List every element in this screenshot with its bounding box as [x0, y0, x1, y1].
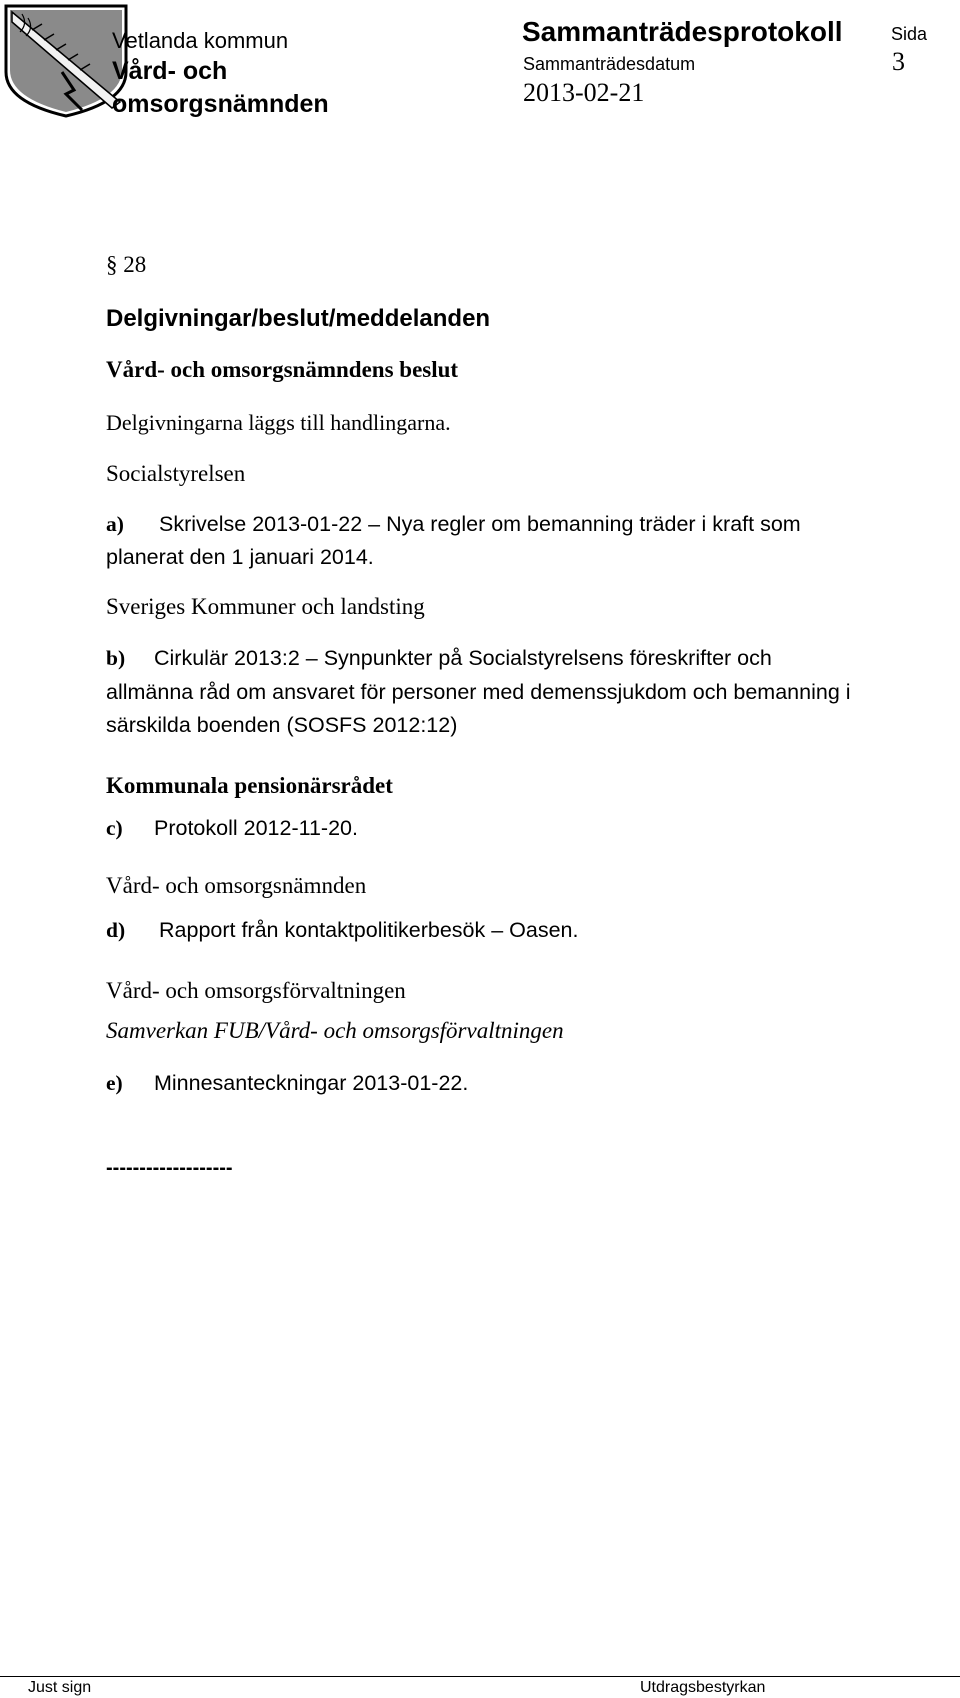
- coat-of-arms-logo: [2, 2, 130, 119]
- item-c-label: c): [106, 816, 123, 840]
- item-d-label: d): [106, 918, 126, 942]
- item-b-label: b): [106, 646, 126, 670]
- item-e-line: [106, 1071, 468, 1096]
- item-b-line-2: allmänna råd om ansvaret för personer med demenssjukdom och bemanning i: [106, 680, 851, 704]
- item-b-line-3: särskilda boenden (SOSFS 2012:12): [106, 713, 458, 737]
- paragraph-number: [106, 252, 146, 278]
- item-b-text-1: Cirkulär 2013:2 – Synpunkter på Socialstyrelsens föreskrifter och: [154, 646, 772, 670]
- department-name: [112, 55, 329, 121]
- item-e-text: Minnesanteckningar 2013-01-22.: [154, 1071, 469, 1095]
- paragraph-symbol: §: [106, 252, 118, 277]
- item-e-source: Vård- och omsorgsförvaltningen: [106, 978, 406, 1003]
- footer-initials-label: Just sign: [28, 1679, 92, 1696]
- meeting-date: 2013-02-21: [523, 78, 645, 107]
- item-d-text: Rapport från kontaktpolitikerbesök – Oasen.: [159, 918, 579, 942]
- department-line-2: omsorgsnämnden: [112, 90, 329, 118]
- item-a-text-1: Skrivelse 2013-01-22 – Nya regler om bemanning träder i kraft som: [159, 512, 801, 536]
- item-a-source: Socialstyrelsen: [106, 461, 246, 486]
- document-type-title: Sammanträdesprotokoll: [522, 16, 843, 47]
- item-d-source: Vård- och omsorgsnämnden: [106, 873, 367, 898]
- item-e-label: e): [106, 1071, 123, 1095]
- department-line-1: Vård- och: [112, 57, 228, 85]
- item-c-source: Kommunala pensionärsrådet: [106, 773, 393, 798]
- footer-certification-label: Utdragsbestyrkan: [640, 1679, 766, 1696]
- item-b-line-1: [106, 646, 772, 671]
- meeting-date-label: Sammanträdesdatum: [523, 54, 696, 74]
- section-title: Delgivningar/beslut/meddelanden: [106, 305, 491, 332]
- decision-heading: Vård- och omsorgsnämndens beslut: [106, 357, 459, 382]
- item-e-subsource: Samverkan FUB/Vård- och omsorgsförvaltningen: [106, 1018, 564, 1043]
- organization-name: Vetlanda kommun: [112, 28, 289, 53]
- page-number: 3: [892, 47, 905, 76]
- item-a-label: a): [106, 512, 124, 536]
- item-c-text: Protokoll 2012-11-20.: [154, 816, 358, 840]
- decision-text: Delgivningarna läggs till handlingarna.: [106, 410, 451, 435]
- item-c-line: [106, 816, 358, 841]
- item-d-line: [106, 918, 578, 943]
- item-b-source: Sveriges Kommuner och landsting: [106, 594, 425, 619]
- section-separator: -------------------: [106, 1157, 233, 1179]
- footer-divider: [0, 1676, 960, 1677]
- item-a-line-1: [106, 512, 801, 537]
- paragraph-number-value: 28: [123, 252, 147, 277]
- item-a-line-2: planerat den 1 januari 2014.: [106, 545, 374, 569]
- page-label: Sida: [891, 24, 928, 44]
